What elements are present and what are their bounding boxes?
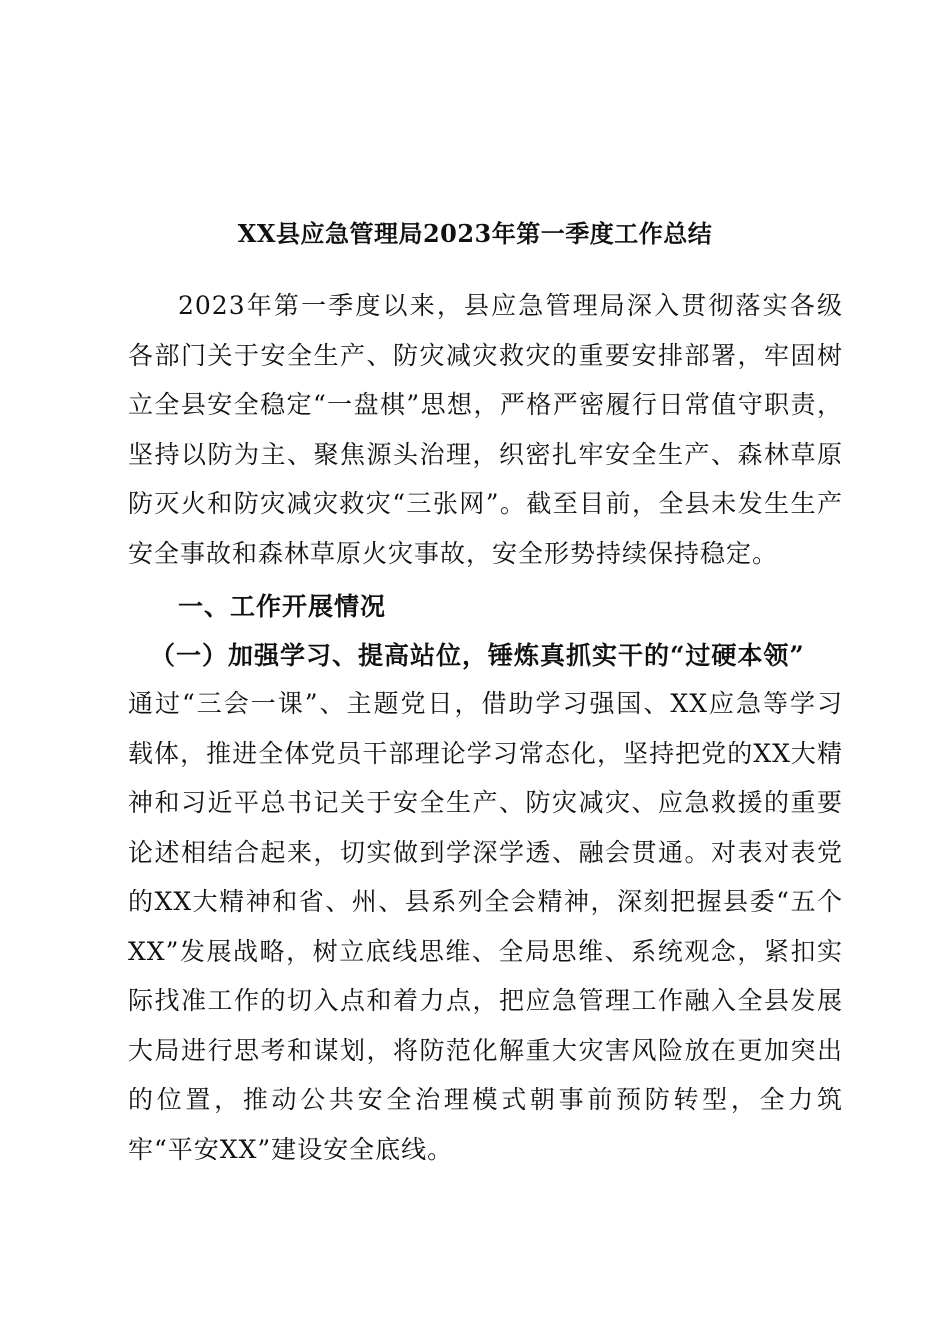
- subsection-heading: （一）加强学习、提高站位，锤炼真抓实干的“过硬本领”: [150, 641, 805, 670]
- section-heading: 一、工作开展情况: [178, 592, 387, 621]
- body-paragraph: 通过“三会一课”、主题党日，借助学习强国、XX应急等学习载体，推进全体党员干部理论学习常态化，坚持把党的XX大精神和习近平总书记关于安全生产、防灾减灾、应急救援的重要论述相结合起来，切实做到学深学透、融会贯通。对表对表党的XX大精神和省、州、县系列全会精神，深刻把握县委“五个XX”发展战略，树立底线思维、全局思维、系统观念，紧扣实际找准工作的切入点和着力点，把应急管理工作融入全县发展大局进行思考和谋划，将防范化解重大灾害风险放在更加突出的位置，推动公共安全治理模式朝事前预防转型，全力筑牢“平安XX”建设安全底线。: [128, 689, 843, 1164]
- document-title: XX县应急管理局2023年第一季度工作总结: [237, 219, 713, 248]
- intro-paragraph: 2023年第一季度以来，县应急管理局深入贯彻落实各级各部门关于安全生产、防灾减灾救灾的重要安排部署，牢固树立全县安全稳定“一盘棋”思想，严格严密履行日常值守职责，坚持以防为主、聚焦源头治理，织密扎牢安全生产、森林草原防灭火和防灾减灾救灾“三张网”。截至目前，全县未发生生产安全事故和森林草原火灾事故，安全形势持续保持稳定。: [128, 291, 843, 568]
